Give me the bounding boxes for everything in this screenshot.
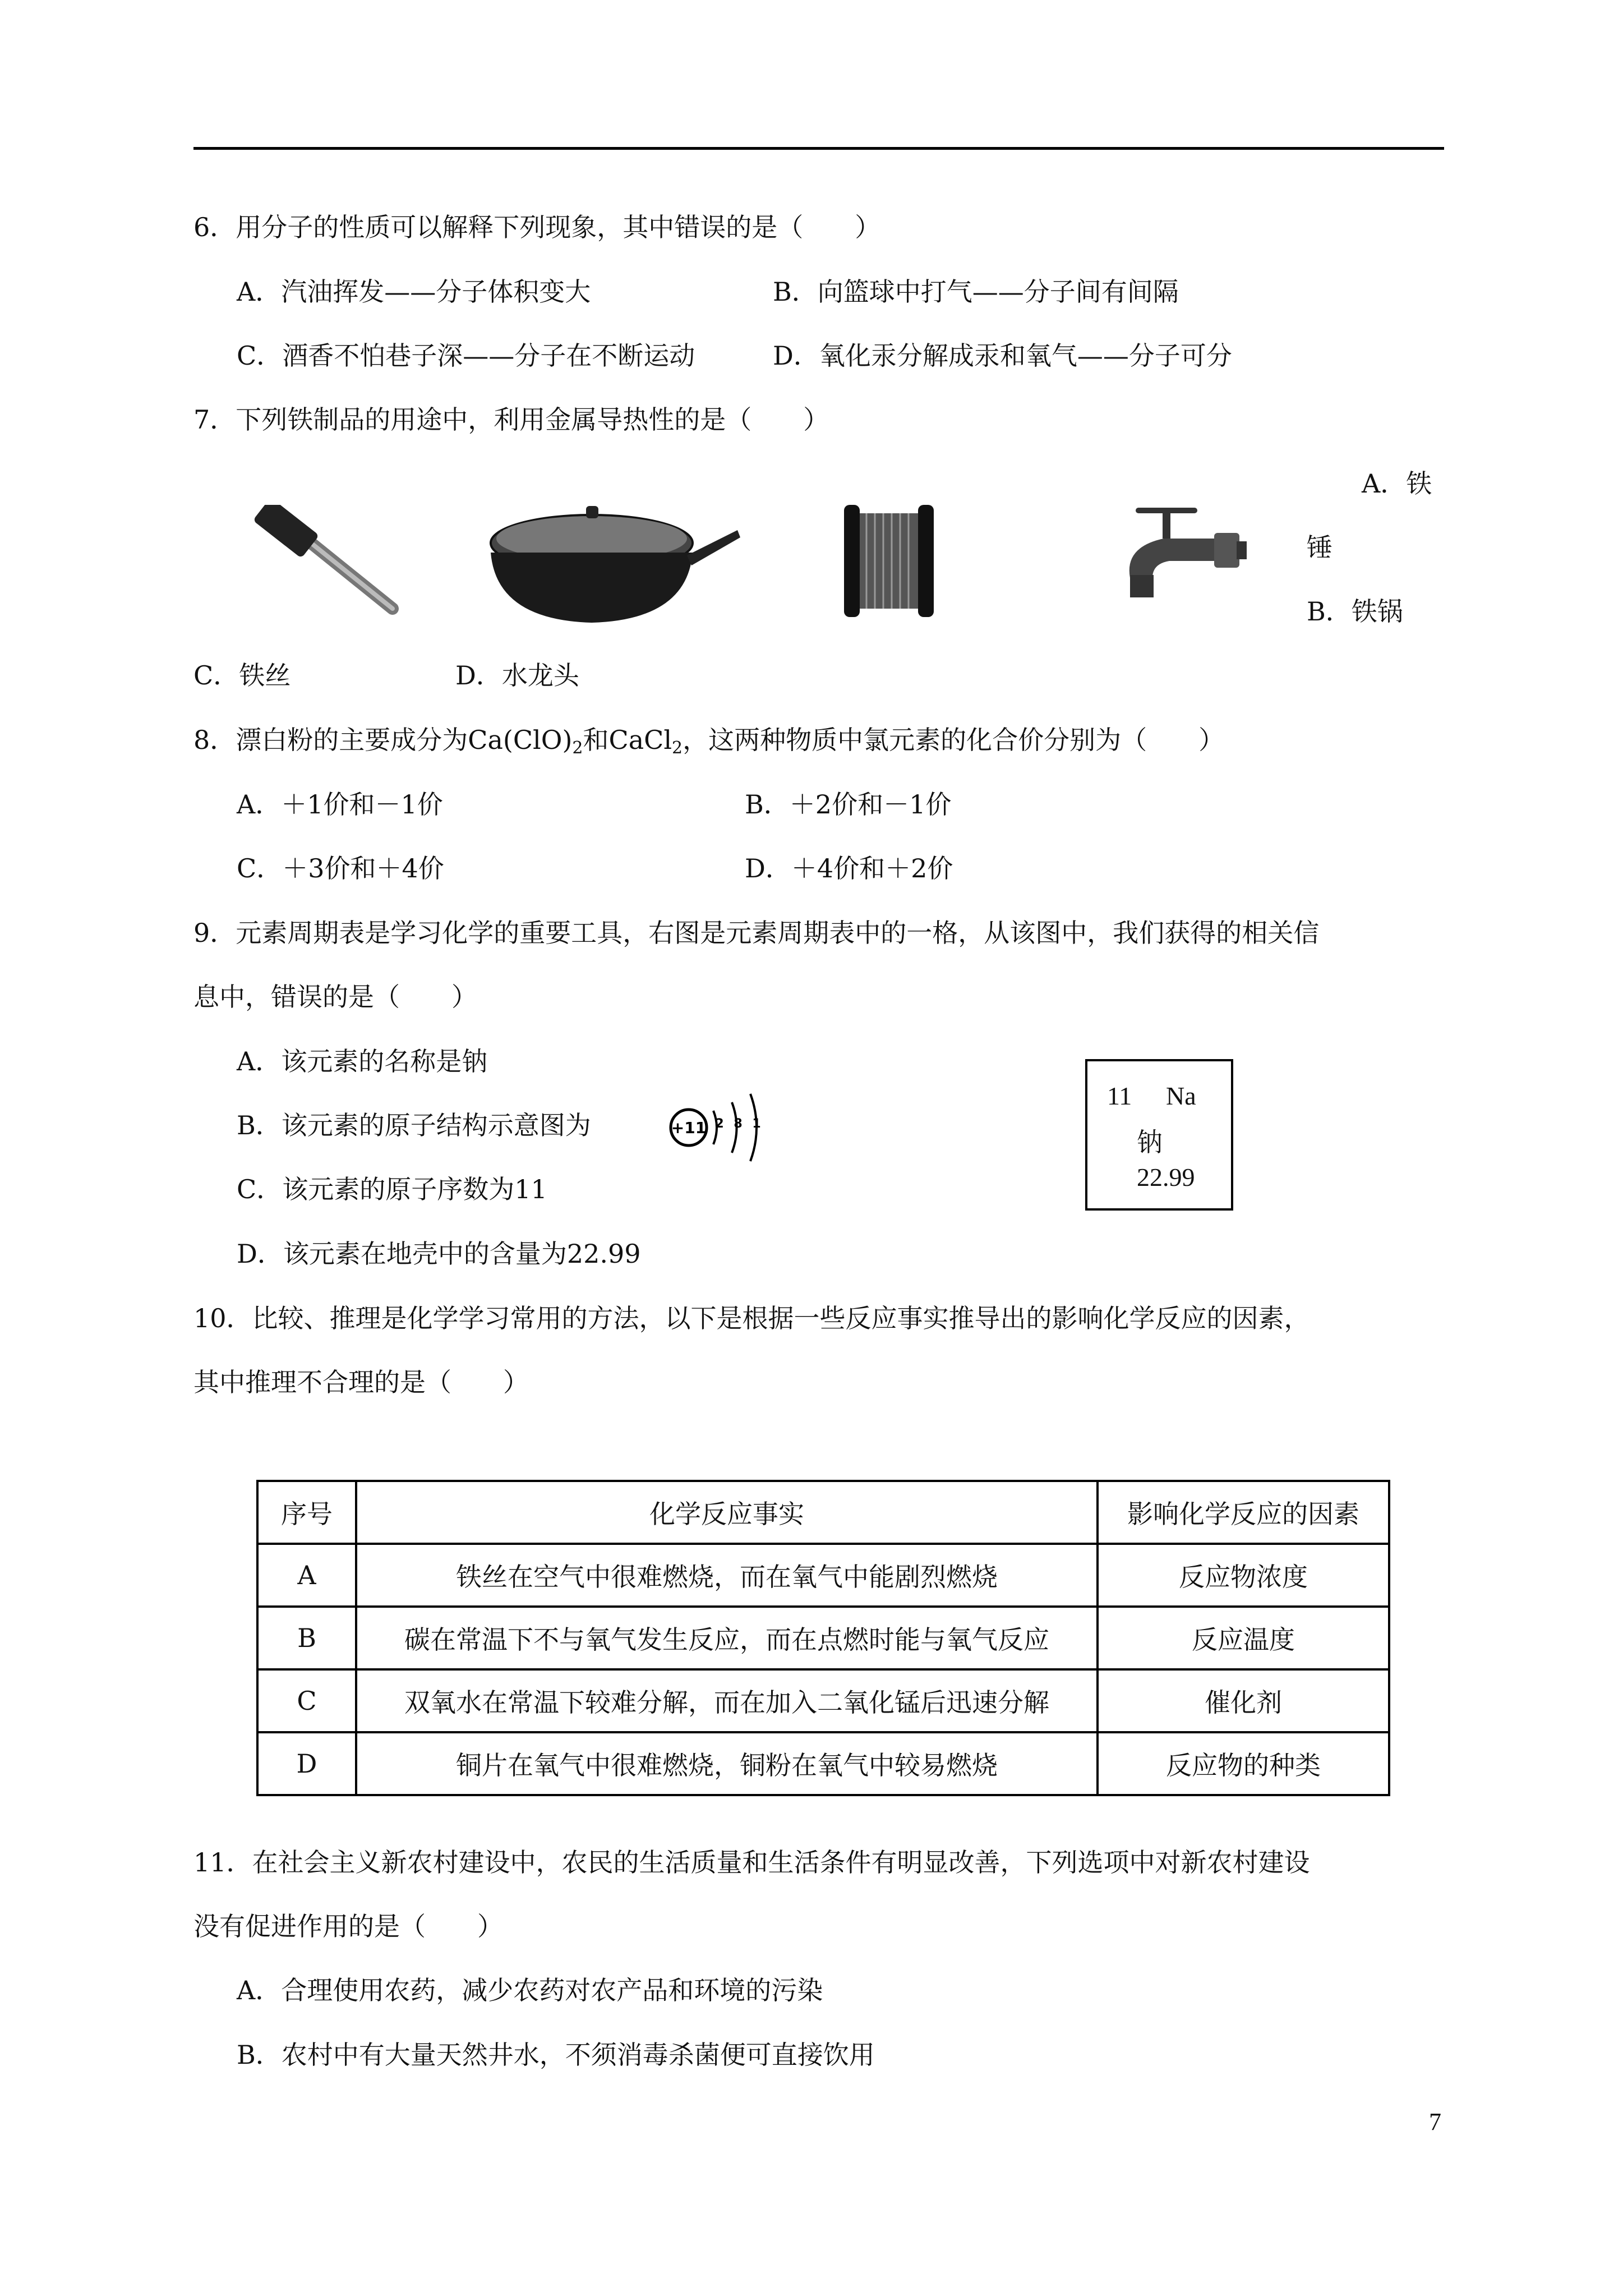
table-row [257, 1544, 1389, 1607]
q6-option-d: D．氧化汞分解成汞和氧气——分子可分 [773, 341, 1232, 371]
q9-option-a: A．该元素的名称是钠 [237, 1046, 488, 1076]
table-header-row [257, 1481, 1389, 1544]
shell-2-electrons: 8 [734, 1117, 743, 1131]
row-fact: 碳在常温下不与氧气发生反应，而在点燃时能与氧气反应 [356, 1607, 1098, 1669]
q7-option-a-part2: 锤 [1307, 532, 1332, 563]
row-fact: 铁丝在空气中很难燃烧，而在氧气中能剧烈燃烧 [356, 1544, 1098, 1607]
element-name: 钠 [1137, 1128, 1163, 1157]
q8-stem: 8．漂白粉的主要成分为$Ca(ClO)_2$和CaCl$_2$，这两种物质中氯元素的化合价分别为（ ） [193, 725, 1225, 758]
q6-stem: 6．用分子的性质可以解释下列现象，其中错误的是（ ） [193, 212, 881, 242]
q6-option-c: C．酒香不怕巷子深——分子在不断运动 [237, 341, 695, 371]
q9-stem-line2: 息中，错误的是（ ） [193, 982, 477, 1012]
row-index: B [257, 1607, 356, 1669]
row-factor: 反应温度 [1098, 1607, 1389, 1669]
q9-option-d: D．该元素在地壳中的含量为22.99 [237, 1239, 641, 1269]
q6-option-b: B．向篮球中打气——分子间有间隔 [773, 277, 1179, 307]
table-row [257, 1607, 1389, 1669]
page-number: 7 [1429, 2108, 1441, 2136]
q9-stem-line1: 9．元素周期表是学习化学的重要工具，右图是元素周期表中的一格，从该图中，我们获得的相关信 [193, 918, 1320, 948]
q9-option-b: B．该元素的原子结构示意图为 [237, 1110, 591, 1140]
reaction-factors-table [256, 1480, 1390, 1796]
q7-option-b: B．铁锅 [1307, 596, 1403, 627]
table-row [257, 1732, 1389, 1795]
header-index: 序号 [257, 1481, 356, 1544]
table-row [257, 1669, 1389, 1732]
q8-option-d: D．＋4价和＋2价 [745, 853, 953, 884]
row-index: C [257, 1669, 356, 1732]
q11-stem-line2: 没有促进作用的是（ ） [193, 1911, 503, 1941]
header-rule [193, 147, 1444, 150]
row-factor: 催化剂 [1098, 1669, 1389, 1732]
q7-stem: 7．下列铁制品的用途中，利用金属导热性的是（ ） [193, 404, 829, 435]
header-fact: 化学反应事实 [356, 1481, 1098, 1544]
wok-icon [479, 499, 743, 634]
periodic-table-cell [1085, 1059, 1233, 1211]
q8-option-b: B．＋2价和－1价 [745, 789, 952, 820]
hammer-icon [247, 505, 404, 617]
q7-option-c: C．铁丝 [193, 660, 291, 691]
shell-3-electrons: 1 [752, 1117, 761, 1131]
q7-option-a-part1: A．铁 [1362, 468, 1432, 499]
shell-1-electrons: 2 [715, 1117, 724, 1131]
row-factor: 反应物的种类 [1098, 1732, 1389, 1795]
atom-nucleus-label: +11 [671, 1119, 707, 1137]
q10-stem-line1: 10．比较、推理是化学学习常用的方法，以下是根据一些反应事实推导出的影响化学反应的因素， [193, 1303, 1310, 1333]
q11-stem-line1: 11．在社会主义新农村建设中，农民的生活质量和生活条件有明显改善，下列选项中对新农村建设 [193, 1847, 1310, 1878]
q10-stem-line2: 其中推理不合理的是（ ） [193, 1367, 529, 1397]
row-index: A [257, 1544, 356, 1607]
q8-option-c: C．＋3价和＋4价 [237, 853, 444, 884]
row-fact: 双氧水在常温下较难分解，而在加入二氧化锰后迅速分解 [356, 1669, 1098, 1732]
row-factor: 反应物浓度 [1098, 1544, 1389, 1607]
wire-spool-icon [841, 502, 937, 620]
q8-option-a: A．＋1价和－1价 [237, 789, 443, 820]
row-index: D [257, 1732, 356, 1795]
atomic-mass: 22.99 [1137, 1163, 1195, 1191]
q7-option-d: D．水龙头 [455, 660, 579, 691]
q11-option-a: A．合理使用农药，减少农药对农产品和环境的污染 [237, 1975, 823, 2005]
q6-option-a: A．汽油挥发——分子体积变大 [237, 277, 591, 307]
q9-option-c: C．该元素的原子序数为11 [237, 1174, 547, 1204]
atomic-number: 11 [1107, 1082, 1132, 1110]
header-factor: 影响化学反应的因素 [1098, 1481, 1389, 1544]
q11-option-b: B．农村中有大量天然井水，不须消毒杀菌便可直接饮用 [237, 2040, 875, 2070]
faucet-icon [1108, 499, 1248, 611]
row-fact: 铜片在氧气中很难燃烧，铜粉在氧气中较易燃烧 [356, 1732, 1098, 1795]
element-symbol: Na [1166, 1082, 1196, 1110]
atom-structure-diagram [662, 1088, 774, 1167]
